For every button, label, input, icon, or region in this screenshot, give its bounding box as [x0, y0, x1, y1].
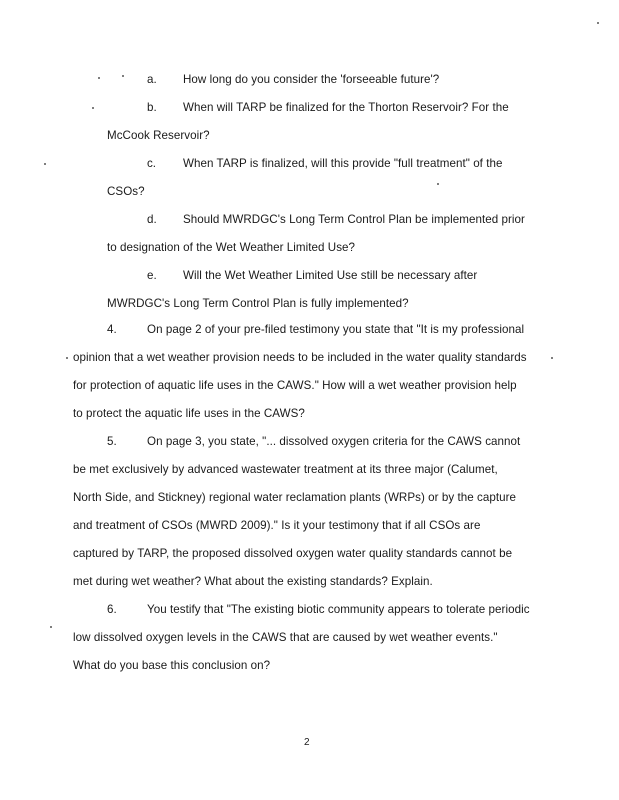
scan-speck	[437, 183, 439, 185]
subitem-b-text: McCook Reservoir?	[107, 129, 210, 142]
scan-speck	[50, 626, 52, 628]
question-6-number: 6.	[107, 603, 117, 616]
subitem-e-letter: e.	[147, 269, 157, 282]
subitem-b-letter: b.	[147, 101, 157, 114]
question-6-text: low dissolved oxygen levels in the CAWS that are caused by wet weather events."	[73, 631, 498, 644]
subitem-c-text: When TARP is finalized, will this provide "full treatment" of the	[183, 157, 503, 170]
scan-speck	[98, 77, 100, 79]
subitem-c-letter: c.	[147, 157, 157, 170]
question-5-text: North Side, and Stickney) regional water reclamation plants (WRPs) or by the capture	[73, 491, 517, 504]
page-number: 2	[304, 737, 310, 748]
question-4-text: to protect the aquatic life uses in the CAWS?	[73, 407, 305, 420]
question-5-text: On page 3, you state, "... dissolved oxygen criteria for the CAWS cannot	[147, 435, 521, 448]
scan-speck	[122, 75, 124, 77]
question-5-text: be met exclusively by advanced wastewater treatment at its three major (Calumet,	[73, 463, 498, 476]
subitem-d-letter: d.	[147, 213, 157, 226]
scan-speck	[551, 357, 553, 359]
question-4-number: 4.	[107, 323, 117, 336]
scan-speck	[597, 22, 599, 24]
scan-speck	[66, 357, 68, 359]
subitem-e-text: Will the Wet Weather Limited Use still be necessary after	[183, 269, 478, 282]
question-5-text: and treatment of CSOs (MWRD 2009)." Is it your testimony that if all CSOs are	[73, 519, 481, 532]
subitem-d-text: Should MWRDGC's Long Term Control Plan be implemented prior	[183, 213, 525, 226]
scan-speck	[44, 163, 46, 165]
subitem-e-text: MWRDGC's Long Term Control Plan is fully implemented?	[107, 297, 409, 310]
question-5-number: 5.	[107, 435, 117, 448]
question-6-text: What do you base this conclusion on?	[73, 659, 271, 672]
question-5-text: captured by TARP, the proposed dissolved oxygen water quality standards cannot be	[73, 547, 513, 560]
question-5-text: met during wet weather? What about the existing standards? Explain.	[73, 575, 433, 588]
question-4-text: opinion that a wet weather provision needs to be included in the water quality standards	[73, 351, 527, 364]
subitem-a-text: How long do you consider the 'forseeable future'?	[183, 73, 440, 86]
subitem-b-text: When will TARP be finalized for the Thorton Reservoir? For the	[183, 101, 509, 114]
question-6-text: You testify that "The existing biotic community appears to tolerate periodic	[147, 603, 530, 616]
subitem-a-letter: a.	[147, 73, 157, 86]
scan-speck	[92, 107, 94, 109]
subitem-c-text: CSOs?	[107, 185, 145, 198]
question-4-text: for protection of aquatic life uses in the CAWS." How will a wet weather provision help	[73, 379, 517, 392]
question-4-text: On page 2 of your pre-filed testimony you state that "It is my professional	[147, 323, 525, 336]
subitem-d-text: to designation of the Wet Weather Limited Use?	[107, 241, 356, 254]
